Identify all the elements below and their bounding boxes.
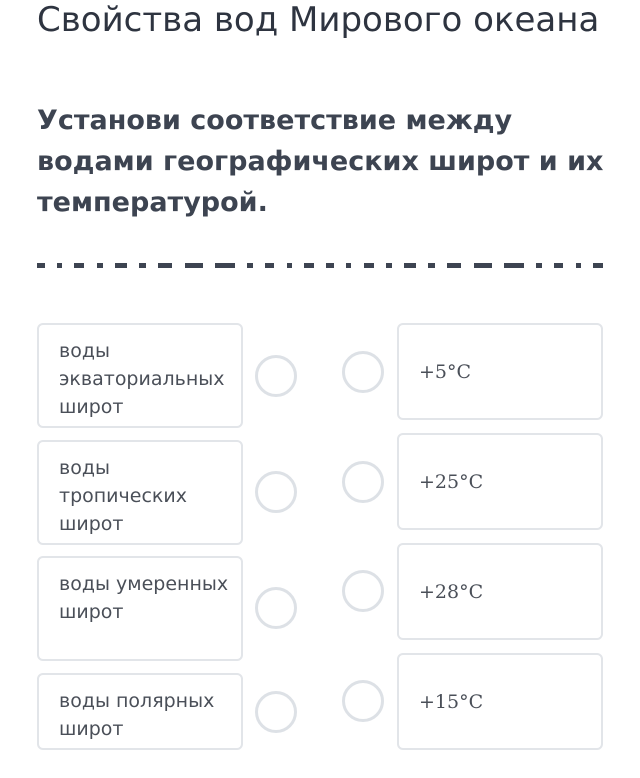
left-item-polar[interactable] xyxy=(37,673,243,750)
left-item-label: воды умеренных широт xyxy=(59,573,229,623)
page-title: Свойства вод Мирового океана xyxy=(37,0,600,40)
left-item-label: воды экваториальных широт xyxy=(59,340,225,418)
left-item-label: воды полярных широт xyxy=(59,690,215,740)
right-item-plus-15[interactable] xyxy=(397,653,603,750)
right-connector-radio-1[interactable] xyxy=(342,351,384,393)
left-connector-radio-4[interactable] xyxy=(255,691,297,733)
left-connector-radio-2[interactable] xyxy=(255,471,297,513)
right-item-label: +5°C xyxy=(419,361,472,383)
left-item-tropical[interactable] xyxy=(37,440,243,545)
left-connector-radio-1[interactable] xyxy=(255,355,297,397)
right-connector-radio-3[interactable] xyxy=(342,570,384,612)
right-connector-radio-4[interactable] xyxy=(342,680,384,722)
left-item-label: воды тропических широт xyxy=(59,457,187,535)
right-item-plus-25[interactable] xyxy=(397,433,603,530)
right-item-label: +25°C xyxy=(419,471,484,493)
question-text: Установи соответствие между водами географических широт и их температурой. xyxy=(37,105,604,218)
right-item-plus-28[interactable] xyxy=(397,543,603,640)
right-item-label: +28°C xyxy=(419,581,484,603)
right-item-label: +15°C xyxy=(419,691,484,713)
left-item-equatorial[interactable] xyxy=(37,323,243,428)
divider xyxy=(37,263,603,269)
left-connector-radio-3[interactable] xyxy=(255,587,297,629)
right-connector-radio-2[interactable] xyxy=(342,461,384,503)
left-item-temperate[interactable] xyxy=(37,556,243,661)
right-item-plus-5[interactable] xyxy=(397,323,603,420)
